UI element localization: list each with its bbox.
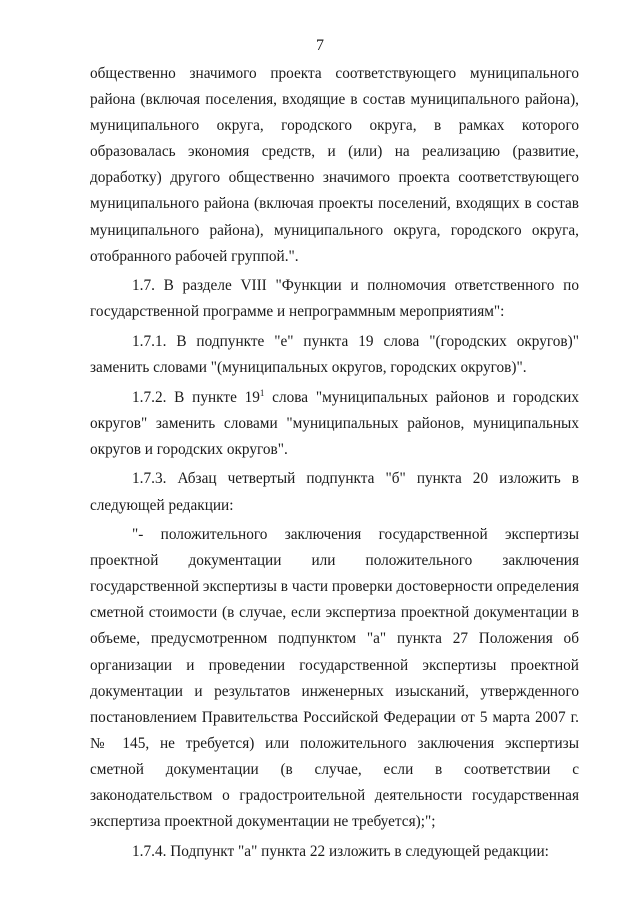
paragraph-1-7-1: 1.7.1. В подпункте "е" пункта 19 слова "(городских округов)" заменить словами "(муниципальных округов, городских округов)". [90,332,579,377]
document-body [90,61,579,865]
superscript-index: 1 [259,387,265,398]
paragraph-1-7-2-start: 1.7.2. В пункте 19 [132,388,260,406]
page-number: 7 [316,37,324,54]
paragraph-1-7-2 [90,385,579,463]
paragraph-1-7-3: 1.7.3. Абзац четвертый подпункта "б" пункта 20 изложить в следующей редакции: [90,470,579,514]
paragraph-continuation: общественно значимого проекта соответствующего муниципального района (включая поселения, входящие в состав муниципального района), муниципального округа, городского округа, в рамках которого образовалась экономия средств, и (или) на реализацию (развитие, доработку) другого общественно значимого проекта соответствующего муниципального района (включая проекты поселений, входящих в состав муниципального района), муниципального округа, городского округа, отобранного рабочей группой.". [90,65,579,265]
paragraph-1-7-2-end: слова "муниципальных районов и городских округов" заменить словами "муниципальных районов, муниципальных округов и городских округов". [90,388,579,458]
paragraph-1-7-4: 1.7.4. Подпункт "а" пункта 22 изложить в следующей редакции: [132,842,549,860]
paragraph-1-7: 1.7. В разделе VIII "Функции и полномочия ответственного по государственной программе и непрограммным мероприятиям": [90,277,579,321]
paragraph-quoted-amendment: "- положительного заключения государственной экспертизы проектной документации или положительного заключения государственной экспертизы в части проверки достоверности определения сметной стоимости (в случае, если экспертиза проектной документации в объеме, предусмотренном подпунктом "а" пункта 27 Положения об организации и проведении государственной экспертизы проектной документации и результатов инженерных изысканий, утвержденного постановлением Правительства Российской Федерации от 5 марта 2007 г. № 145, не требуется) или положительного заключения экспертизы сметной документации (в случае, если в соответствии с законодательством о градостроительной деятельности государственная экспертиза проектной документации не требуется);"; [90,526,579,831]
